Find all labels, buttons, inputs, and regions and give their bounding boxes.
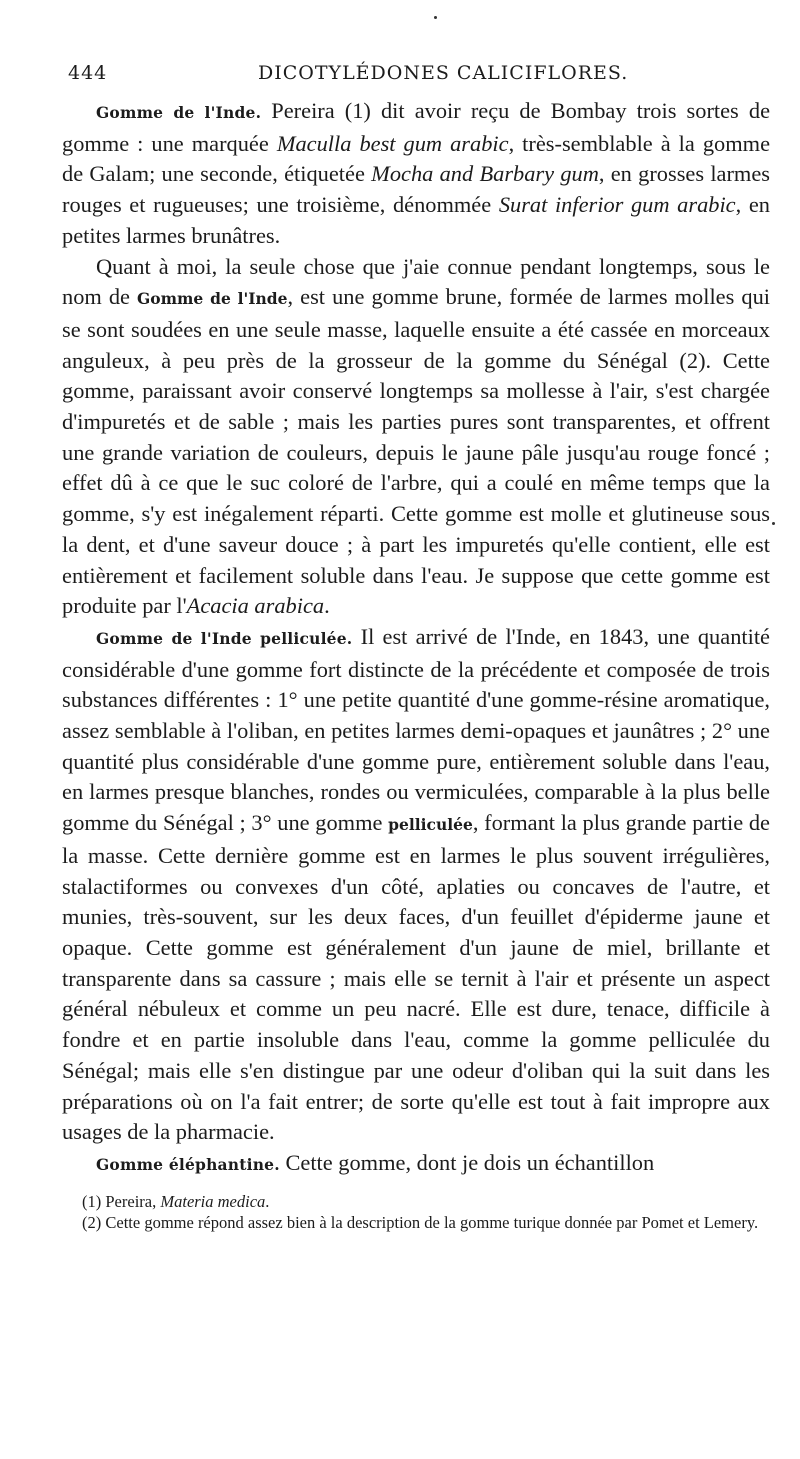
- footnote-1: (1) Pereira, Materia medica.: [82, 1191, 270, 1211]
- page-number: 444: [68, 62, 108, 84]
- running-header: [62, 62, 770, 96]
- running-title: DICOTYLÉDONES CALICIFLORES.: [258, 62, 629, 84]
- footnote-separator: [62, 1181, 770, 1185]
- footnotes: [62, 1191, 770, 1234]
- paragraph-gomme-pelliculee: Gomme de l'Inde pelliculée. Il est arrivé de l'Inde, en 1843, une quantité considérable d'une gomme fort distincte de la précédente et composée de trois substances différentes : 1° une petite quantité d'une gomme-résine aromatique, assez semblable à l'oliban, en petites larmes demi-opaques et jaunâtres ; 2° une quantité plus considérable d'une gomme pure, entièrement soluble dans l'eau, en larmes presque blanches, rondes ou vermiculées, comparable à la plus belle gomme du Sénégal ; 3° une gomme pelliculée, formant la plus grande partie de la masse. Cette dernière gomme est en larmes le plus souvent irrégulières, stalactiformes ou convexes d'un côté, aplaties ou concaves de l'autre, et munies, très-souvent, sur les deux faces, d'un feuillet d'épiderme jaune et opaque. Cette gomme est généralement d'un jaune de miel, brillante et transparente dans sa cassure ; mais elle se ternit à l'air et présente un aspect général nébuleux et comme un peu nacré. Elle est dure, tenace, difficile à fondre et en partie insoluble dans l'eau, comme la gomme pelliculée du Sénégal; mais elle s'en distingue par une odeur d'oliban qui la suit dans les préparations où on l'a fait entrer; de sorte qu'elle est tout à fait impropre aux usages de la pharmacie.: [62, 623, 770, 1145]
- section-heading: Gomme éléphantine.: [96, 1154, 280, 1174]
- ink-speck: [772, 522, 775, 525]
- ink-speck: [434, 16, 437, 19]
- main-text: [62, 96, 770, 1181]
- inline-term: pelliculée: [388, 815, 473, 835]
- paragraph-quant-a-moi: Quant à moi, la seule chose que j'aie connue pendant longtemps, sous le nom de Gomme de l'Inde, est une gomme brune, formée de larmes molles qui se sont soudées en une seule masse, laquelle ensuite a été cassée en morceaux anguleux, à peu près de la grosseur de la gomme du Sénégal (2). Cette gomme, paraissant avoir conservé longtemps sa mollesse à l'air, s'est chargée d'impuretés et de sable ; mais les parties pures sont transparentes, et offrent une grande variation de couleurs, depuis le jaune pâle jusqu'au rouge foncé ; effet dû à ce que le suc coloré de l'arbre, qui a coulé en même temps que la gomme, s'y est inégalement réparti. Cette gomme est molle et glutineuse sous la dent, et d'une saveur douce ; à part les impuretés qu'elle contient, elle est entièrement et facilement soluble dans l'eau. Je suppose que cette gomme est produite par l'Acacia arabica.: [62, 253, 770, 619]
- paragraph-gomme-inde: Gomme de l'Inde. Pereira (1) dit avoir reçu de Bombay trois sortes de gomme : une marquée Maculla best gum arabic, très-semblable à la gomme de Galam; une seconde, étiquetée Mocha and Barbary gum, en grosses larmes rouges et rugueuses; une troisième, dénommée Surat inferior gum arabic, en petites larmes brunâtres.: [62, 98, 771, 248]
- section-heading: Gomme de l'Inde pelliculée.: [96, 628, 353, 648]
- section-heading: Gomme de l'Inde.: [96, 103, 262, 122]
- inline-term: Gomme de l'Inde: [137, 289, 288, 309]
- footnote-2: (2) Cette gomme répond assez bien à la description de la gomme turique donnée par Pomet et Lemery.: [82, 1213, 759, 1233]
- paragraph-gomme-elephantine: Gomme éléphantine. Cette gomme, dont je dois un échantillon: [96, 1149, 655, 1175]
